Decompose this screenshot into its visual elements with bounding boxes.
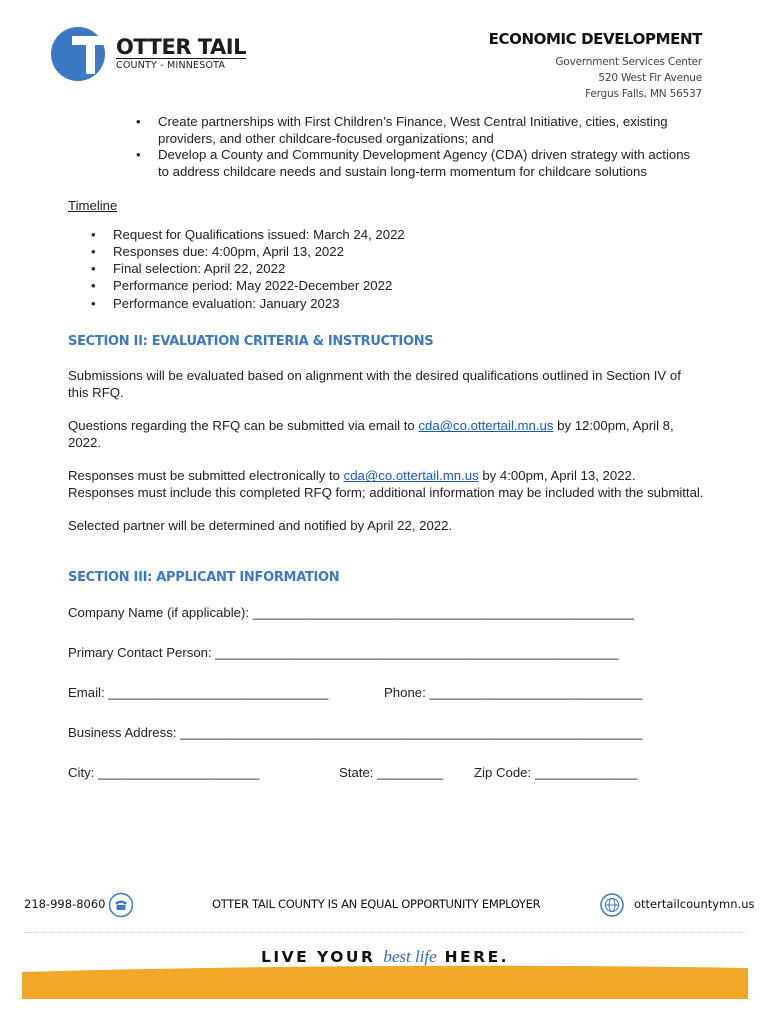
list-item: • Responses due: 4:00pm, April 13, 2022 bbox=[113, 243, 704, 260]
timeline-heading: Timeline bbox=[68, 198, 118, 213]
form-row bbox=[68, 725, 704, 765]
phone-icon bbox=[108, 892, 134, 918]
company-name-field[interactable]: Company Name (if applicable): ____________________________________________________ bbox=[68, 605, 635, 621]
footer-divider bbox=[24, 932, 746, 933]
city-field[interactable]: City: ______________________ bbox=[68, 765, 260, 781]
submission-paragraph bbox=[68, 468, 704, 501]
list-item: • Create partnerships with First Children’s Finance, West Central Initiative, cities, existing providers, and other childcare-focused organizations; and bbox=[158, 114, 704, 147]
list-item: • Request for Qualifications issued: March 24, 2022 bbox=[113, 226, 704, 243]
timeline-list bbox=[113, 226, 704, 312]
goals-list bbox=[158, 114, 704, 180]
address-line: 520 West Fir Avenue bbox=[598, 72, 702, 84]
tagline-text: LIVE YOUR bbox=[260, 948, 384, 966]
department-title: ECONOMIC DEVELOPMENT bbox=[488, 30, 702, 48]
tagline-emphasis: best life bbox=[383, 947, 437, 966]
equal-opportunity-statement: OTTER TAIL COUNTY IS AN EQUAL OPPORTUNITY EMPLOYER bbox=[212, 897, 541, 911]
email-link[interactable]: cda@co.ottertail.mn.us bbox=[343, 468, 479, 484]
form-row bbox=[68, 765, 704, 805]
section-3-heading: SECTION III: APPLICANT INFORMATION bbox=[68, 569, 340, 585]
text-segment: by 12:00pm, April 8, 2022. bbox=[68, 418, 674, 450]
tagline bbox=[0, 947, 770, 967]
globe-icon bbox=[600, 893, 624, 917]
footer bbox=[0, 888, 770, 928]
text-segment: Questions regarding the RFQ can be submitted via email to bbox=[68, 418, 419, 434]
footer-phone: 218-998-8060 bbox=[24, 897, 106, 911]
department-header bbox=[489, 30, 702, 102]
address-line: Government Services Center bbox=[555, 56, 702, 68]
form-row bbox=[68, 685, 704, 725]
phone-field[interactable]: Phone: _____________________________ bbox=[384, 685, 643, 701]
state-field[interactable]: State: _________ bbox=[339, 765, 444, 781]
business-address-field[interactable]: Business Address: _______________________________________________________________ bbox=[68, 725, 643, 741]
list-item: • Develop a County and Community Development Agency (CDA) driven strategy with actions to address childcare needs and sustain long-term momentum for childcare solutions bbox=[158, 147, 704, 180]
address-line: Fergus Falls, MN 56537 bbox=[585, 88, 702, 100]
primary-contact-field[interactable]: Primary Contact Person: _______________________________________________________ bbox=[68, 645, 619, 661]
text-segment: Responses must be submitted electronically to bbox=[68, 468, 344, 484]
email-field[interactable]: Email: ______________________________ bbox=[68, 685, 329, 701]
otter-tail-logo-icon bbox=[50, 26, 108, 82]
questions-paragraph bbox=[68, 418, 704, 451]
list-item: • Performance evaluation: January 2023 bbox=[113, 295, 704, 312]
list-item: • Performance period: May 2022-December 2022 bbox=[113, 277, 704, 294]
text-segment: by 4:00pm, April 13, 2022. Responses must include this completed RFQ form; additional information may be included with the submittal. bbox=[68, 468, 704, 500]
section-2-heading: SECTION II: EVALUATION CRITERIA & INSTRUCTIONS bbox=[68, 333, 434, 349]
document-body bbox=[68, 114, 704, 805]
logo-title: OTTER TAIL bbox=[116, 35, 246, 59]
website-link[interactable]: ottertailcountymn.us bbox=[634, 897, 755, 911]
evaluation-paragraph: Submissions will be evaluated based on alignment with the desired qualifications outlined in Section IV of this RFQ. bbox=[68, 368, 681, 400]
logo-subtitle: COUNTY - MINNESOTA bbox=[116, 58, 246, 72]
zip-code-field[interactable]: Zip Code: ______________ bbox=[474, 765, 638, 781]
otter-tail-logo bbox=[50, 26, 246, 82]
email-link[interactable]: cda@co.ottertail.mn.us bbox=[418, 418, 554, 434]
form-row bbox=[68, 645, 704, 685]
form-row bbox=[68, 605, 704, 645]
selection-paragraph: Selected partner will be determined and notified by April 22, 2022. bbox=[68, 518, 453, 534]
tagline-text: HERE. bbox=[436, 948, 510, 966]
list-item: • Final selection: April 22, 2022 bbox=[113, 260, 704, 277]
